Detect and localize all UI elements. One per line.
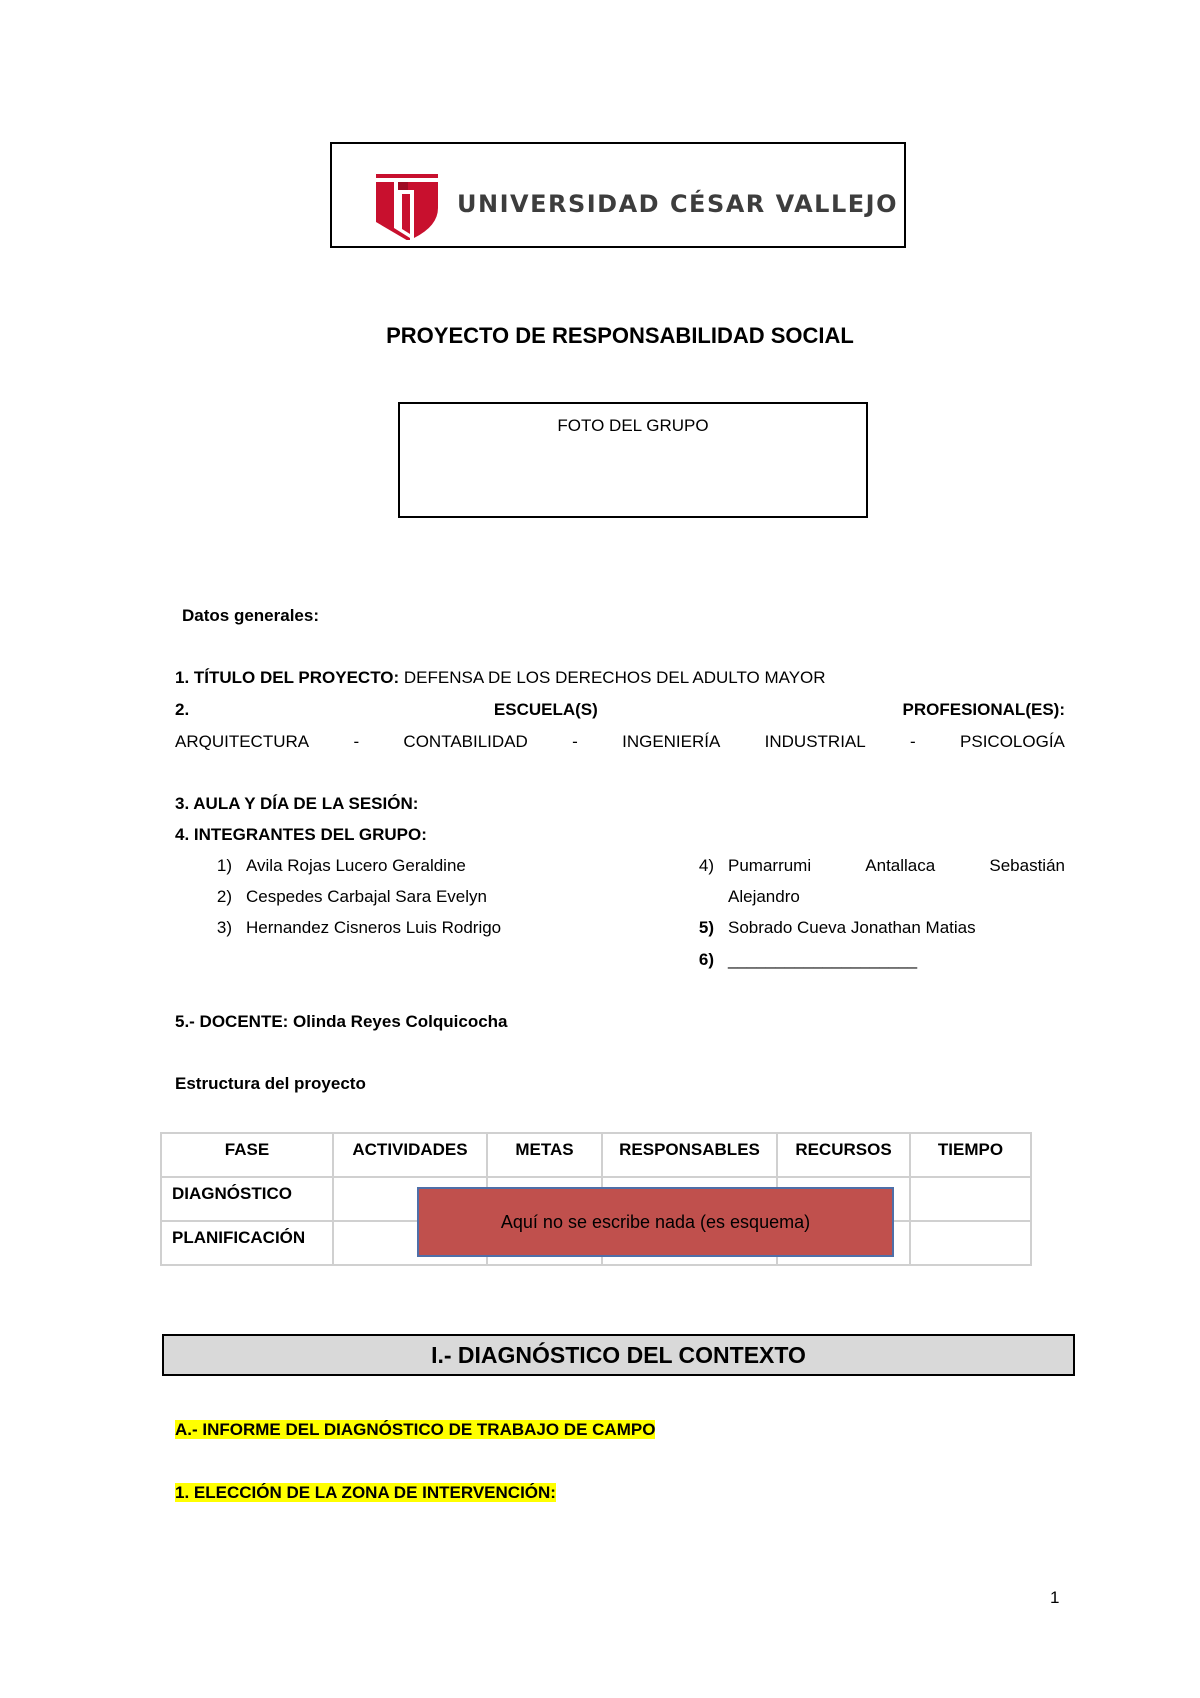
member-number: 2) [216, 887, 232, 906]
table-header: RECURSOS [777, 1133, 910, 1177]
member-number: 1) [216, 856, 232, 875]
school-value: PSICOLOGÍA [960, 732, 1065, 751]
teacher-line: 5.- DOCENTE: Olinda Reyes Colquicocha [175, 1012, 508, 1031]
school-value: CONTABILIDAD [403, 732, 528, 751]
member-name: Cespedes Carbajal Sara Evelyn [246, 887, 487, 906]
schools-number: 2. [175, 700, 190, 719]
classroom-session-label: 3. AULA Y DÍA DE LA SESIÓN: [175, 794, 419, 813]
school-value: INDUSTRIAL [764, 732, 866, 751]
table-header: METAS [487, 1133, 602, 1177]
project-title-label: 1. TÍTULO DEL PROYECTO: [175, 668, 400, 687]
member-item [680, 918, 976, 938]
project-title-value: DEFENSA DE LOS DERECHOS DEL ADULTO MAYOR [403, 668, 826, 687]
member-name-continued: Alejandro [728, 887, 800, 906]
schools-values-line [175, 732, 1065, 752]
member-item [198, 887, 487, 907]
table-header: RESPONSABLES [602, 1133, 777, 1177]
photo-label: FOTO DEL GRUPO [557, 416, 709, 435]
member-blank-line: ____________________ [728, 950, 918, 969]
schema-note-text: Aquí no se escribe nada (es esquema) [500, 1211, 811, 1232]
member-item [680, 856, 1065, 876]
table-cell: PLANIFICACIÓN [161, 1221, 333, 1265]
page-title: PROYECTO DE RESPONSABILIDAD SOCIAL [386, 323, 854, 348]
school-separator: - [910, 732, 916, 751]
schools-label: ESCUELA(S) [493, 700, 598, 719]
table-header: ACTIVIDADES [333, 1133, 487, 1177]
member-name-word: Antallaca [865, 856, 936, 875]
school-value: INGENIERÍA [622, 732, 721, 751]
university-logo [330, 142, 906, 248]
table-header-row [161, 1133, 1031, 1177]
school-separator: - [572, 732, 578, 751]
logo-text: UNIVERSIDAD CÉSAR VALLEJO [457, 190, 898, 218]
schema-note-box [417, 1187, 894, 1257]
table-cell [910, 1177, 1031, 1221]
subsection-a-heading: A.- INFORME DEL DIAGNÓSTICO DE TRABAJO DE CAMPO [175, 1420, 656, 1439]
table-cell [910, 1221, 1031, 1265]
group-photo-placeholder [398, 402, 868, 518]
member-number: 4) [698, 856, 714, 875]
member-number: 3) [216, 918, 232, 937]
table-header: FASE [161, 1133, 333, 1177]
general-data-heading: Datos generales: [182, 606, 319, 625]
member-name-word: Pumarrumi [728, 856, 812, 875]
member-item [198, 918, 501, 938]
section-title-bar: I.- DIAGNÓSTICO DEL CONTEXTO [162, 1334, 1075, 1376]
subsection-1-heading: 1. ELECCIÓN DE LA ZONA DE INTERVENCIÓN: [175, 1483, 556, 1502]
university-emblem-icon [374, 168, 440, 240]
member-name: Hernandez Cisneros Luis Rodrigo [246, 918, 502, 937]
member-name [728, 856, 1065, 876]
structure-heading: Estructura del proyecto [175, 1074, 366, 1093]
member-item [680, 950, 917, 970]
member-name: Avila Rojas Lucero Geraldine [246, 856, 466, 875]
schools-label-end: PROFESIONAL(ES): [902, 700, 1065, 719]
member-name: Sobrado Cueva Jonathan Matias [728, 918, 976, 937]
schools-label-line [175, 700, 1065, 720]
subsection-a [175, 1420, 655, 1440]
page-number: 1 [1050, 1588, 1060, 1607]
school-value: ARQUITECTURA [175, 732, 310, 751]
member-item [198, 856, 466, 876]
table-header: TIEMPO [910, 1133, 1031, 1177]
subsection-1 [175, 1483, 556, 1503]
table-cell: DIAGNÓSTICO [161, 1177, 333, 1221]
member-name-word: Sebastián [989, 856, 1065, 875]
member-number: 5) [698, 918, 714, 937]
member-number: 6) [698, 950, 714, 969]
project-title-line [175, 668, 826, 688]
group-members-label: 4. INTEGRANTES DEL GRUPO: [175, 825, 427, 844]
school-separator: - [353, 732, 360, 751]
